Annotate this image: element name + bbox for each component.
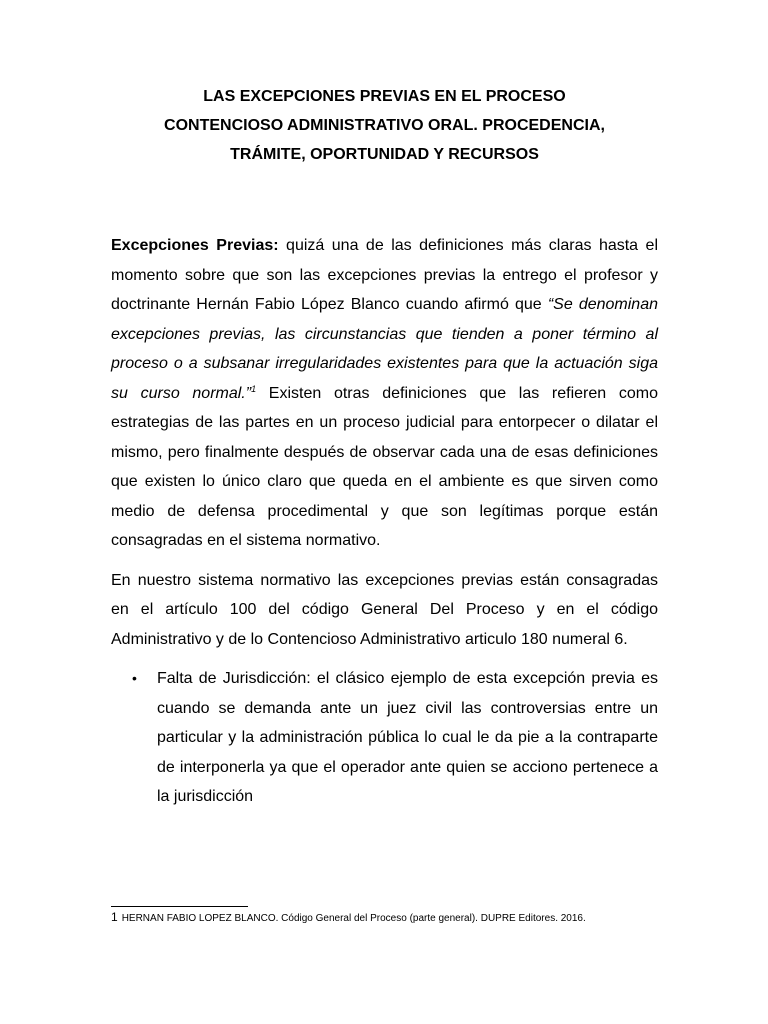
list-item [111,664,658,812]
document-page [111,82,658,812]
paragraph-sistema-normativo: En nuestro sistema normativo las excepciones previas están consagradas en el artículo 100 del código General Del Proceso y en el código Administrativo y de lo Contencioso Administrativo articulo 180 numeral 6. [111,571,658,648]
footnote [111,910,586,926]
definition-quote: “Se denominan excepciones previas, las circunstancias que tienden a poner término al proceso o a subsanar irregularidades existentes para que la actuación siga su curso normal.” [111,296,659,402]
paragraph-excepciones-previas [111,231,658,556]
paragraph-text-after-quote: Existen otras definiciones que las refieren como estrategias de las partes en un proceso judicial para entorpecer o dilatar el mismo, pero finalmente después de observar cada una de esas definiciones que existen lo único claro que queda en el ambiente es que sirven como medio de defensa procedimental y que son legítimas porque están consagradas en el sistema normativo. [111,384,659,549]
footnote-reference[interactable]: 1 [251,383,257,394]
bullet-icon: • [132,670,137,686]
paragraph-text-before-quote: quizá una de las definiciones más claras hasta el momento sobre que son las excepciones previas la entrego el profesor y doctrinante Hernán Fabio López Blanco cuando afirmó que [111,237,659,313]
document-title [111,82,658,169]
title-line-2: CONTENCIOSO ADMINISTRATIVO ORAL. PROCEDENCIA, [164,117,605,134]
footnote-separator [111,906,248,907]
footnote-number: 1 [111,910,118,924]
bullet-list [111,664,658,812]
bullet-text: Falta de Jurisdicción: el clásico ejemplo de esta excepción previa es cuando se demanda ante un juez civil las controversias entre un particular y la administración pública lo cual le da pie a la contraparte de interponerla ya que el operador ante quien se acciono pertenece a la jurisdicción [157,670,658,805]
title-line-3: TRÁMITE, OPORTUNIDAD Y RECURSOS [230,146,539,163]
footnote-text: HERNAN FABIO LOPEZ BLANCO. Código General del Proceso (parte general). DUPRE Editores. 2016. [121,913,586,924]
paragraph-lead: Excepciones Previas: [111,237,279,254]
title-line-1: LAS EXCEPCIONES PREVIAS EN EL PROCESO [203,88,566,105]
